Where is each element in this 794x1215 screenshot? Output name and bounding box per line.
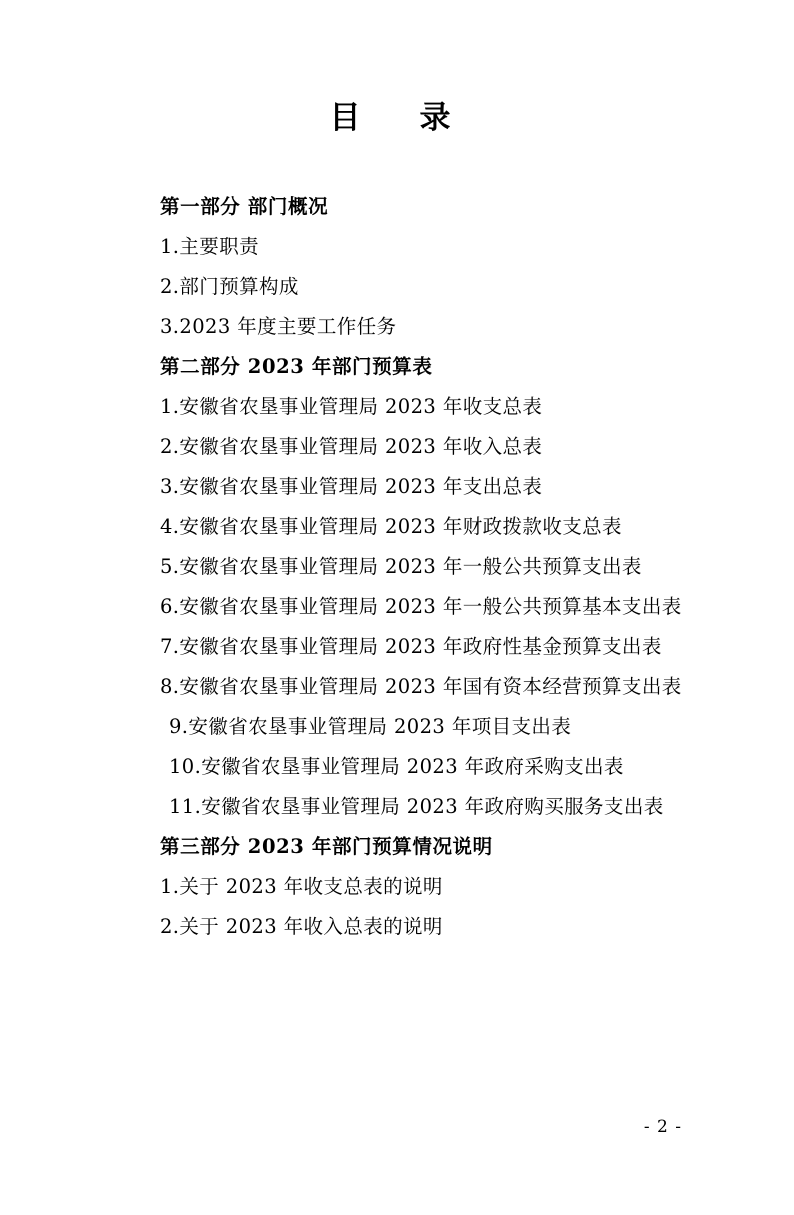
toc-entry: 1.主要职责	[160, 235, 260, 258]
page-number: - 2 -	[643, 1117, 682, 1137]
toc-section-heading: 第一部分 部门概况	[160, 195, 329, 218]
toc-entry: 3.2023 年度主要工作任务	[160, 315, 397, 338]
toc-entry: 6.安徽省农垦事业管理局 2023 年一般公共预算基本支出表	[160, 595, 682, 618]
toc-entry: 9.安徽省农垦事业管理局 2023 年项目支出表	[169, 715, 572, 738]
toc-entry: 10.安徽省农垦事业管理局 2023 年政府采购支出表	[169, 755, 624, 778]
toc-entry: 3.安徽省农垦事业管理局 2023 年支出总表	[160, 475, 543, 498]
document-page	[0, 92, 794, 1215]
toc-entry: 8.安徽省农垦事业管理局 2023 年国有资本经营预算支出表	[160, 675, 682, 698]
table-of-contents	[0, 189, 794, 944]
toc-entry: 11.安徽省农垦事业管理局 2023 年政府购买服务支出表	[169, 795, 664, 818]
toc-entry: 7.安徽省农垦事业管理局 2023 年政府性基金预算支出表	[160, 635, 662, 658]
toc-entry: 4.安徽省农垦事业管理局 2023 年财政拨款收支总表	[160, 515, 622, 538]
toc-entry: 5.安徽省农垦事业管理局 2023 年一般公共预算支出表	[160, 555, 642, 578]
toc-section-heading: 第二部分 2023 年部门预算表	[160, 355, 433, 378]
toc-entry: 2.部门预算构成	[160, 275, 299, 298]
toc-entry: 2.安徽省农垦事业管理局 2023 年收入总表	[160, 435, 543, 458]
toc-section-heading: 第三部分 2023 年部门预算情况说明	[160, 835, 493, 858]
toc-entry: 1.安徽省农垦事业管理局 2023 年收支总表	[160, 395, 543, 418]
toc-entry: 1.关于 2023 年收支总表的说明	[160, 875, 443, 898]
toc-entry: 2.关于 2023 年收入总表的说明	[160, 915, 443, 938]
page-title: 目 录	[329, 100, 465, 136]
